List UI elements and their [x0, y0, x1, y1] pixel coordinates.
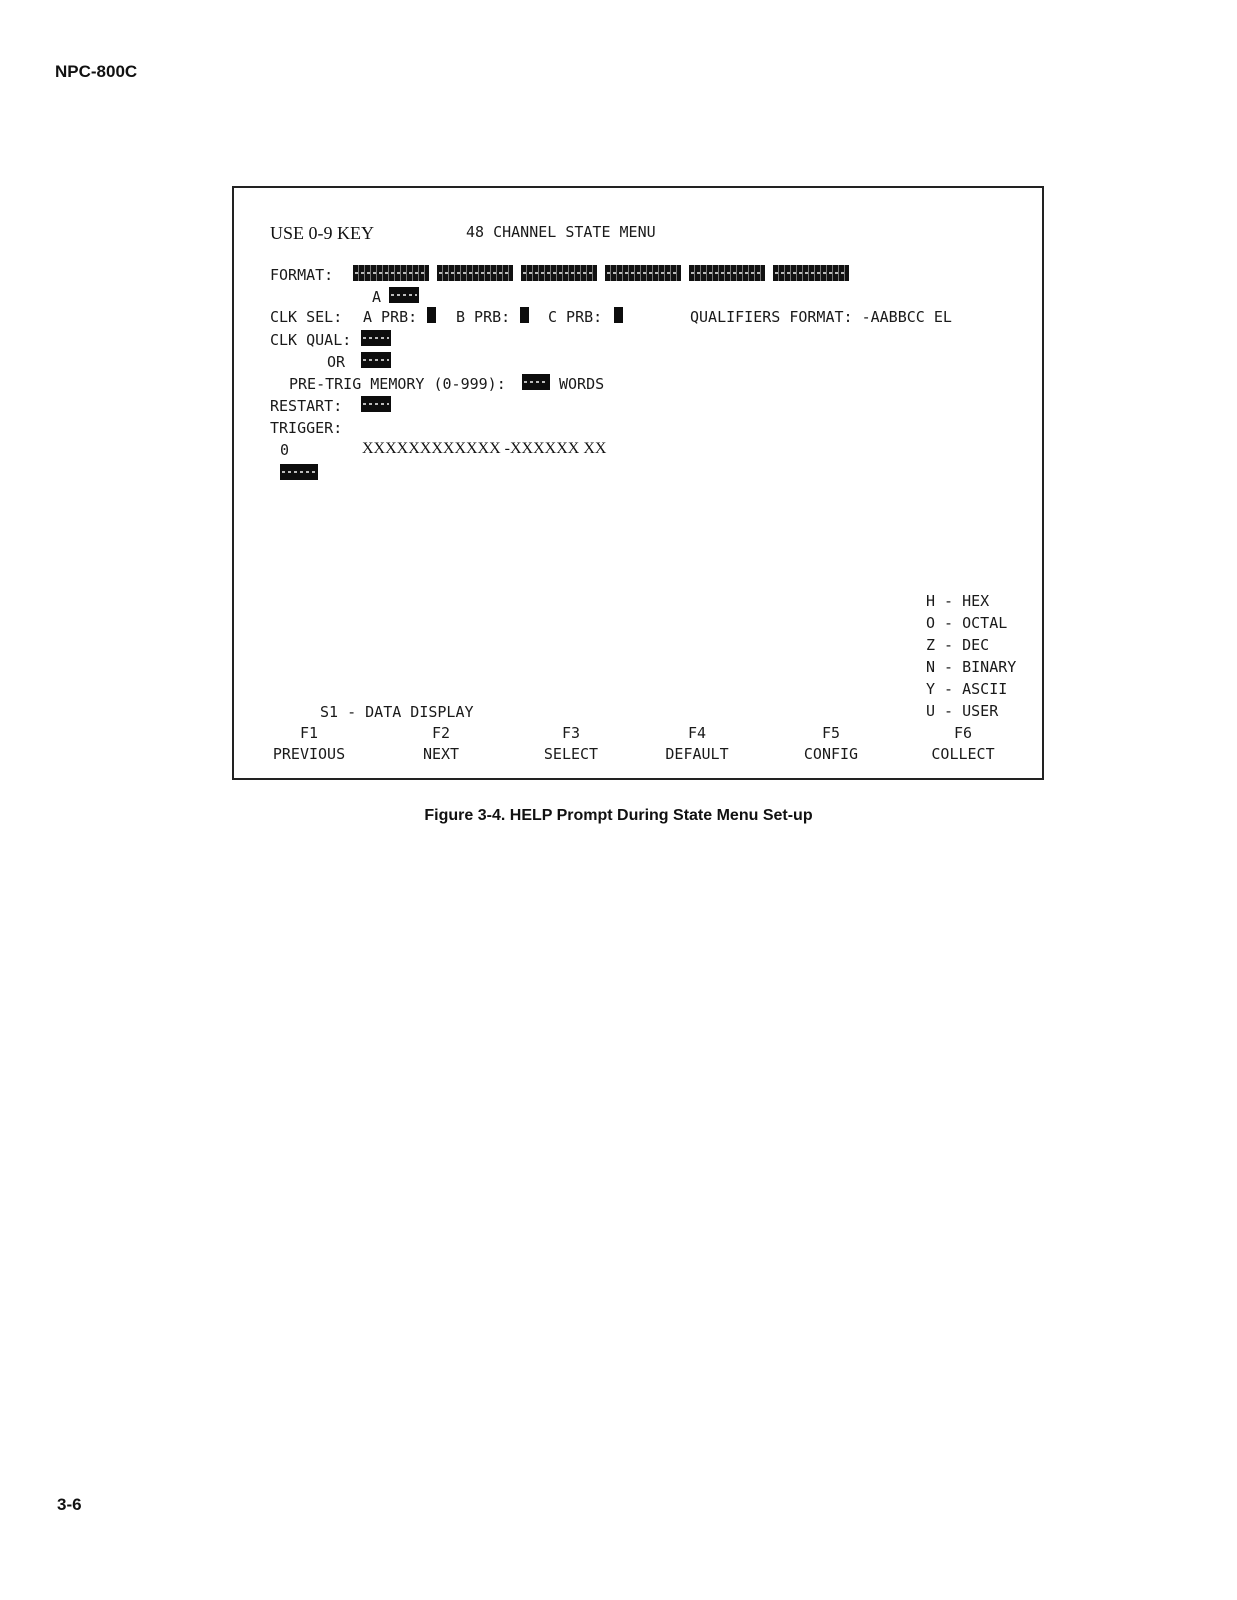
clk-qual-field[interactable] [361, 330, 391, 346]
format-sub-label: A [372, 288, 382, 306]
b-prb-label: B PRB: [456, 308, 511, 326]
f6-key-label: COLLECT [931, 745, 995, 763]
legend-item: Z - DEC [926, 636, 990, 654]
f1-key-label: PREVIOUS [272, 745, 346, 763]
trigger-index: 0 [280, 441, 290, 459]
f3-select-key[interactable] [516, 726, 626, 762]
format-field-5[interactable] [689, 265, 765, 281]
clk-sel-label: CLK SEL: [270, 308, 343, 326]
menu-title: 48 CHANNEL STATE MENU [466, 223, 656, 241]
s1-data-display: S1 - DATA DISPLAY [320, 703, 474, 721]
legend-item: H - HEX [926, 592, 990, 610]
prompt-text: USE 0-9 KEY [270, 223, 374, 243]
format-cursor-field[interactable] [389, 287, 419, 303]
a-prb-label: A PRB: [363, 308, 418, 326]
radix-legend [926, 590, 1016, 722]
f5-config-key[interactable] [776, 726, 886, 762]
or-field[interactable] [361, 352, 391, 368]
restart-field[interactable] [361, 396, 391, 412]
format-label: FORMAT: [270, 266, 334, 284]
f2-key-number: F2 [431, 724, 451, 742]
legend-item: Y - ASCII [926, 680, 1008, 698]
legend-item: N - BINARY [926, 658, 1017, 676]
qualifiers-format: QUALIFIERS FORMAT: -AABBCC EL [690, 308, 952, 326]
restart-label: RESTART: [270, 397, 343, 415]
clk-qual-label: CLK QUAL: [270, 331, 352, 349]
format-field-1[interactable] [353, 265, 429, 281]
f3-key-number: F3 [561, 724, 581, 742]
page-number: 3-6 [57, 1495, 82, 1514]
pretrig-label: PRE-TRIG MEMORY (0-999): [289, 375, 506, 393]
f4-key-label: DEFAULT [665, 745, 729, 763]
figure-caption: Figure 3-4. HELP Prompt During State Menu Set-up [424, 807, 813, 824]
trigger-label: TRIGGER: [270, 419, 343, 437]
c-prb-field[interactable] [614, 307, 623, 323]
f5-key-label: CONFIG [803, 745, 859, 763]
format-field-4[interactable] [605, 265, 681, 281]
f4-key-number: F4 [687, 724, 707, 742]
b-prb-field[interactable] [520, 307, 529, 323]
page-header: NPC-800C [55, 62, 138, 81]
f2-key-label: NEXT [422, 745, 460, 763]
pretrig-field[interactable] [522, 374, 550, 390]
format-field-3[interactable] [521, 265, 597, 281]
f1-key-number: F1 [299, 724, 319, 742]
f4-default-key[interactable] [642, 726, 752, 762]
a-prb-field[interactable] [427, 307, 436, 323]
f6-key-number: F6 [953, 724, 973, 742]
legend-item: U - USER [926, 702, 999, 720]
trigger-field[interactable] [280, 464, 318, 480]
or-label: OR [327, 353, 346, 371]
format-field-2[interactable] [437, 265, 513, 281]
trigger-pattern: XXXXXXXXXXXX -XXXXXX XX [362, 440, 607, 457]
f5-key-number: F5 [821, 724, 841, 742]
legend-item: O - OCTAL [926, 614, 1008, 632]
terminal-screen [232, 186, 1044, 780]
f6-collect-key[interactable] [908, 726, 1018, 762]
f3-key-label: SELECT [543, 745, 599, 763]
f1-previous-key[interactable] [254, 726, 364, 762]
f2-next-key[interactable] [386, 726, 496, 762]
c-prb-label: C PRB: [548, 308, 603, 326]
format-field-6[interactable] [773, 265, 849, 281]
words-label: WORDS [559, 375, 605, 393]
